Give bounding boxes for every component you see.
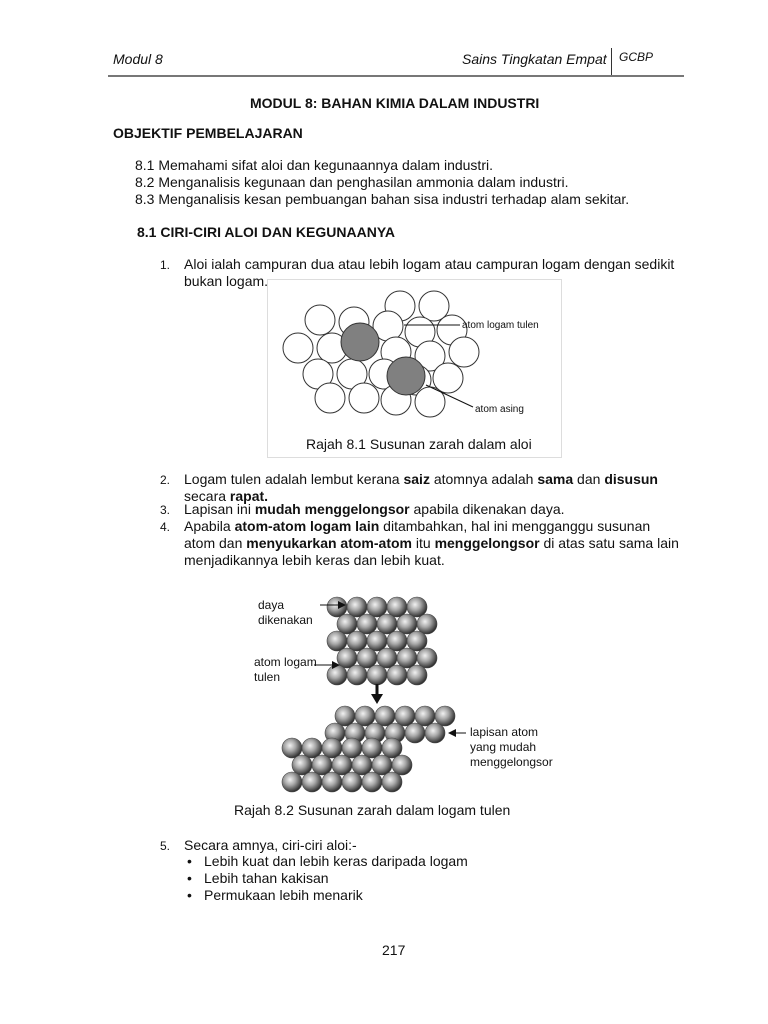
metal-atom xyxy=(407,665,427,685)
section-heading: 8.1 CIRI-CIRI ALOI DAN KEGUNAANYA xyxy=(137,224,395,240)
metal-atom xyxy=(387,665,407,685)
point5-text: Secara amnya, ciri-ciri aloi:- xyxy=(184,837,357,853)
figure2-pure-metal-diagram xyxy=(250,586,560,798)
metal-atom xyxy=(355,706,375,726)
metal-atom xyxy=(302,738,322,758)
metal-atom xyxy=(327,665,347,685)
page-number: 217 xyxy=(382,942,406,958)
metal-atom xyxy=(367,665,387,685)
pure-atom xyxy=(305,305,335,335)
figure2-caption: Rajah 8.2 Susunan zarah dalam logam tulen xyxy=(234,802,511,818)
alloy-properties-list xyxy=(184,853,468,904)
metal-atom xyxy=(377,648,397,668)
point-number: 3. xyxy=(160,503,171,517)
pure-atom xyxy=(449,337,479,367)
label-pure-2: tulen xyxy=(254,670,281,684)
metal-atom xyxy=(387,631,407,651)
header-module: Modul 8 xyxy=(113,51,163,67)
metal-atom xyxy=(347,631,367,651)
metal-atom xyxy=(332,755,352,775)
metal-atom xyxy=(407,597,427,617)
metal-atom xyxy=(395,706,415,726)
metal-atom xyxy=(337,614,357,634)
point1-line1: Aloi ialah campuran dua atau lebih logam atau campuran logam dengan sedikit xyxy=(184,256,675,272)
label-pure-1: atom logam xyxy=(254,655,317,669)
point-number: 1. xyxy=(160,258,171,272)
metal-atom xyxy=(387,597,407,617)
module-title: MODUL 8: BAHAN KIMIA DALAM INDUSTRI xyxy=(250,95,540,111)
metal-atom xyxy=(397,648,417,668)
label-layer-1: lapisan atom xyxy=(470,725,539,739)
label-layer-3: menggelongsor xyxy=(470,755,553,769)
metal-atom xyxy=(347,597,367,617)
metal-atom xyxy=(372,755,392,775)
metal-atom xyxy=(415,706,435,726)
point-number: 5. xyxy=(160,839,171,853)
pure-atom xyxy=(349,383,379,413)
metal-atom xyxy=(357,648,377,668)
objective-item: 8.3 Menganalisis kesan pembuangan bahan sisa industri terhadap alam sekitar. xyxy=(135,191,630,207)
pure-atom xyxy=(283,333,313,363)
list-item: • Lebih tahan kakisan xyxy=(184,870,468,887)
foreign-atom xyxy=(387,357,425,395)
metal-atom xyxy=(335,706,355,726)
point-number: 4. xyxy=(160,520,171,534)
metal-atom xyxy=(352,755,372,775)
point2-line2: secara rapat. xyxy=(184,488,269,504)
metal-atom xyxy=(302,772,322,792)
foreign-atom xyxy=(341,323,379,361)
metal-atom xyxy=(405,723,425,743)
header-subject: Sains Tingkatan Empat xyxy=(462,51,607,67)
figure1-alloy-diagram xyxy=(268,280,560,430)
metal-atom xyxy=(435,706,455,726)
metal-atom xyxy=(342,738,362,758)
label-foreign-atom: atom asing xyxy=(475,404,524,415)
point-number: 2. xyxy=(160,473,171,487)
metal-atom xyxy=(312,755,332,775)
metal-atom xyxy=(382,772,402,792)
header-code: GCBP xyxy=(619,50,654,64)
metal-atom xyxy=(425,723,445,743)
metal-atom xyxy=(417,648,437,668)
label-layer-2: yang mudah xyxy=(470,740,537,754)
point3-text: Lapisan ini mudah menggelongsor apabila dikenakan daya. xyxy=(184,501,565,517)
metal-atom xyxy=(327,631,347,651)
metal-atom xyxy=(322,772,342,792)
metal-atom xyxy=(327,597,347,617)
metal-atom xyxy=(362,772,382,792)
metal-atom xyxy=(392,755,412,775)
objective-item: 8.1 Memahami sifat aloi dan kegunaannya dalam industri. xyxy=(135,157,493,173)
metal-atom xyxy=(282,772,302,792)
metal-atom xyxy=(375,706,395,726)
point4-line2: atom dan menyukarkan atom-atom itu menggelongsor di atas satu sama lain xyxy=(184,535,679,551)
metal-atom xyxy=(367,597,387,617)
header-rule xyxy=(108,75,684,77)
point4-line1: Apabila atom-atom logam lain ditambahkan, hal ini mengganggu susunan xyxy=(184,518,651,534)
list-item: • Permukaan lebih menarik xyxy=(184,887,468,904)
metal-atom xyxy=(367,631,387,651)
metal-atom xyxy=(417,614,437,634)
metal-atom xyxy=(362,738,382,758)
header-divider xyxy=(611,48,612,76)
point1-line2: bukan logam. xyxy=(184,273,269,289)
metal-atom xyxy=(382,738,402,758)
metal-atom xyxy=(292,755,312,775)
list-item: • Lebih kuat dan lebih keras daripada logam xyxy=(184,853,468,870)
metal-atom xyxy=(397,614,417,634)
metal-atom xyxy=(322,738,342,758)
objective-item: 8.2 Menganalisis kegunaan dan penghasilan ammonia dalam industri. xyxy=(135,174,569,190)
point2-line1: Logam tulen adalah lembut kerana saiz atomnya adalah sama dan disusun xyxy=(184,471,658,487)
pure-atom xyxy=(315,383,345,413)
metal-atom xyxy=(377,614,397,634)
point4-line3: menjadikannya lebih keras dan lebih kuat. xyxy=(184,552,445,568)
label-force-1: daya xyxy=(258,598,285,612)
label-force-2: dikenakan xyxy=(258,613,313,627)
metal-atom xyxy=(347,665,367,685)
objectives-heading: OBJEKTIF PEMBELAJARAN xyxy=(113,125,303,141)
metal-atom xyxy=(342,772,362,792)
metal-atom xyxy=(407,631,427,651)
label-pure-atom: atom logam tulen xyxy=(462,320,539,331)
metal-atom xyxy=(282,738,302,758)
figure1-caption: Rajah 8.1 Susunan zarah dalam aloi xyxy=(306,436,532,452)
metal-atom xyxy=(357,614,377,634)
